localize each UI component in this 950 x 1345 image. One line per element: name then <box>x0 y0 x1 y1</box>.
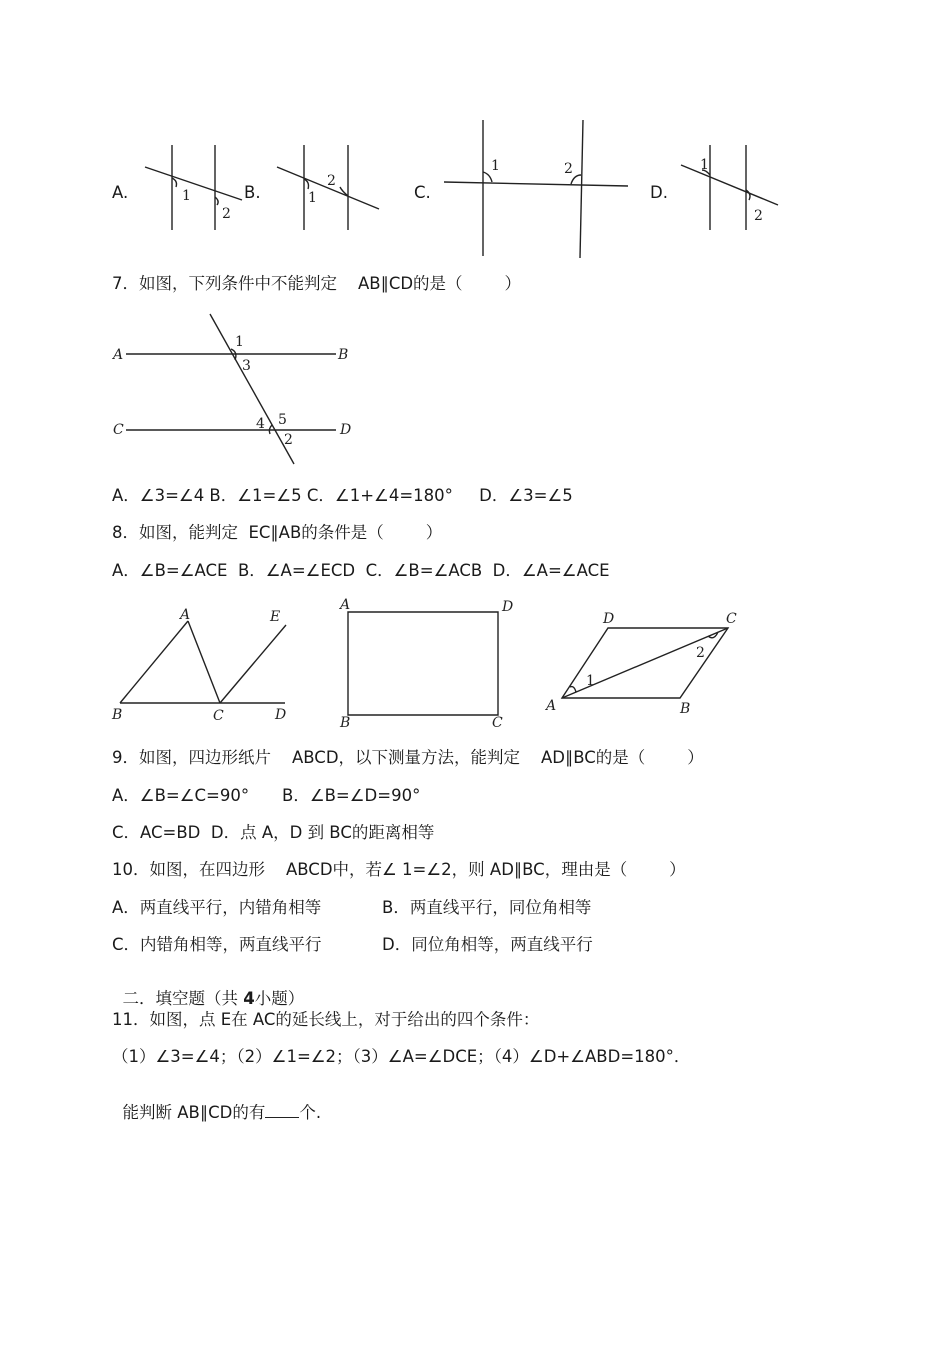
q8-stem: 8．如图，能判定 EC∥AB的条件是（ ） <box>112 523 443 542</box>
q8-label-d: D <box>275 707 287 723</box>
q8-label-e: E <box>270 609 281 625</box>
q6-option-d-label: D. <box>650 183 668 202</box>
q6-figure-b <box>272 145 382 235</box>
q6-b-angle2: 2 <box>327 173 336 189</box>
q6-option-a-label: A. <box>112 183 129 202</box>
section-heading-prefix: 二．填空题（共 <box>122 988 244 1008</box>
q11-stem: 11．如图，点 E在 AC的延长线上，对于给出的四个条件： <box>112 1010 540 1029</box>
q7-label-c: C <box>113 422 124 438</box>
q10-angle-2: 2 <box>696 645 705 661</box>
q11-ask <box>112 1086 321 1121</box>
q7-label-d: D <box>340 422 352 438</box>
q9-option-b: B．∠B=∠D=90° <box>282 786 421 805</box>
q7-angle-1: 1 <box>235 334 244 350</box>
q7-label-b: B <box>338 347 349 363</box>
q11-ask-before: 能判断 AB∥CD的有 <box>122 1102 266 1122</box>
q10-label-c: C <box>726 611 737 627</box>
q9-option-cd: C．AC=BD D．点 A，D 到 BC的距离相等 <box>112 823 435 842</box>
q6-d-angle2: 2 <box>754 208 763 224</box>
q9-stem: 9．如图，四边形纸片 ABCD，以下测量方法，能判定 AD∥BC的是（ ） <box>112 748 704 767</box>
q10-option-d: D．同位角相等，两直线平行 <box>382 935 593 954</box>
q7-options: A．∠3=∠4 B．∠1=∠5 C．∠1+∠4=180° D．∠3=∠5 <box>112 486 573 505</box>
q10-label-b: B <box>680 701 691 717</box>
q6-a-angle2: 2 <box>222 206 231 222</box>
q6-option-c-label: C. <box>414 183 431 202</box>
q7-angle-4: 4 <box>256 416 265 432</box>
q10-option-c: C．内错角相等，两直线平行 <box>112 935 322 954</box>
q9-figure-rect <box>338 595 520 730</box>
q10-figure-parallelogram <box>542 605 742 720</box>
q7-angle-3: 3 <box>242 358 251 374</box>
q9-label-b: B <box>340 715 351 731</box>
q10-angle-1: 1 <box>586 673 595 689</box>
q10-label-a: A <box>546 698 557 714</box>
section-heading-suffix: 小题） <box>254 988 305 1008</box>
section-fill-in-heading <box>112 974 304 1007</box>
section-question-count: 4 <box>243 988 255 1008</box>
q11-ask-after: 个. <box>299 1102 322 1122</box>
q6-figure-d <box>678 145 783 235</box>
q10-label-d: D <box>603 611 615 627</box>
q9-label-c: C <box>492 715 503 731</box>
q10-option-b: B．两直线平行，同位角相等 <box>382 898 592 917</box>
q6-b-angle1: 1 <box>308 190 317 206</box>
q8-label-a: A <box>180 607 191 623</box>
q9-label-a: A <box>340 597 351 613</box>
q7-stem: 7．如图，下列条件中不能判定 AB∥CD的是（ ） <box>112 274 522 293</box>
q11-conditions: （1）∠3=∠4；（2）∠1=∠2；（3）∠A=∠DCE；（4）∠D+∠ABD=180°． <box>112 1047 691 1066</box>
q7-label-a: A <box>113 347 124 363</box>
q6-c-angle1: 1 <box>491 158 500 174</box>
q10-stem: 10．如图，在四边形 ABCD中，若∠ 1=∠2，则 AD∥BC，理由是（ ） <box>112 860 686 879</box>
q6-option-b-label: B. <box>244 183 261 202</box>
q6-figure-c <box>440 120 630 260</box>
q7-angle-2: 2 <box>284 432 293 448</box>
q6-a-angle1: 1 <box>182 188 191 204</box>
q8-options: A．∠B=∠ACE B．∠A=∠ECD C．∠B=∠ACB D．∠A=∠ACE <box>112 561 610 580</box>
q6-c-angle2: 2 <box>564 161 573 177</box>
q9-label-d: D <box>502 599 514 615</box>
q9-option-a: A．∠B=∠C=90° <box>112 786 250 805</box>
q7-angle-5: 5 <box>278 412 287 428</box>
q6-figure-a <box>140 145 245 235</box>
q10-option-a: A．两直线平行，内错角相等 <box>112 898 322 917</box>
q6-d-angle1: 1 <box>700 157 709 173</box>
q8-figure <box>110 605 300 725</box>
q7-figure <box>112 312 362 470</box>
q8-label-c: C <box>213 708 224 724</box>
q8-label-b: B <box>112 707 123 723</box>
q11-answer-blank[interactable] <box>265 1103 299 1118</box>
